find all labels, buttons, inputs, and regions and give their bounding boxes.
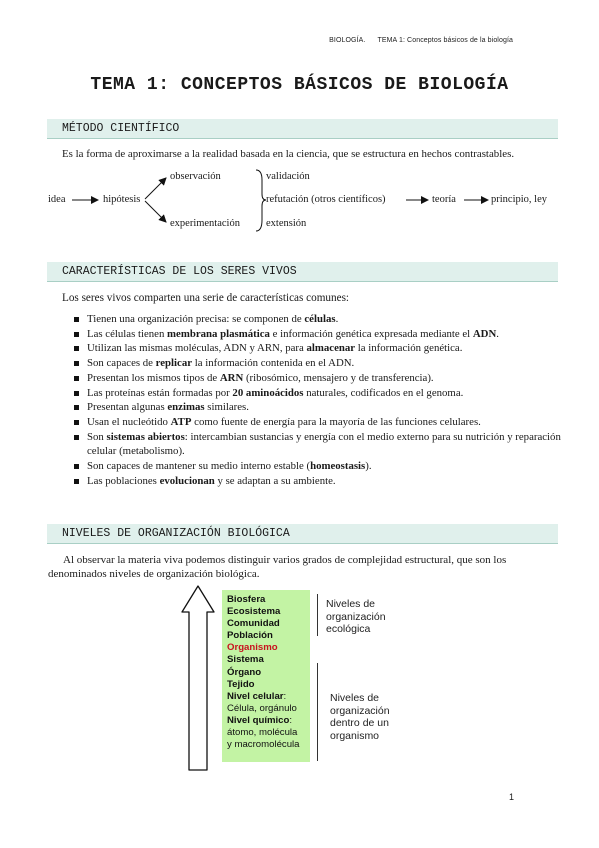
levels-box <box>222 590 310 762</box>
niveles-intro: Al observar la materia viva podemos distinguir varios grados de complejidad estructural, que son los denominados niveles de organización biológica. <box>48 554 507 580</box>
diagram-validacion: validación <box>266 171 310 182</box>
list-item: Son sistemas abiertos: intercambian sustancias y energía con el medio externo para su nutrición y reparación celular (metabolismo). <box>73 430 563 459</box>
list-item: Usan el nucleótido ATP como fuente de energía para la mayoría de las funciones celulares. <box>73 415 563 430</box>
level-comunidad: Comunidad <box>227 618 280 630</box>
up-arrow-icon <box>178 584 218 774</box>
list-item: Las células tienen membrana plasmática e información genética expresada mediante el ADN. <box>73 327 563 342</box>
list-item: Utilizan las mismas moléculas, ADN y ARN, para almacenar la información genética. <box>73 341 563 356</box>
diagram-idea: idea <box>48 194 66 205</box>
list-item: Son capaces de replicar la información contenida en el ADN. <box>73 356 563 371</box>
divider-organismo <box>317 663 318 761</box>
level-organo: Órgano <box>227 666 262 678</box>
header-topic: TEMA 1: Conceptos básicos de la biología <box>377 37 513 44</box>
characteristics-list <box>73 312 563 488</box>
diagram-brace <box>256 170 266 231</box>
list-item: Las poblaciones evolucionan y se adaptan a su ambiente. <box>73 474 563 489</box>
list-item: Tienen una organización precisa: se componen de células. <box>73 312 563 327</box>
page-title: TEMA 1: CONCEPTOS BÁSICOS DE BIOLOGÍA <box>90 75 509 95</box>
caracteristicas-intro: Los seres vivos comparten una serie de características comunes: <box>62 292 350 304</box>
diagram-teoria: teoría <box>432 194 456 205</box>
level-poblacion: Población <box>227 630 273 642</box>
section-heading-niveles: NIVELES DE ORGANIZACIÓN BIOLÓGICA <box>47 524 558 544</box>
list-item: Presentan los mismos tipos de ARN (ribosómico, mensajero y de transferencia). <box>73 371 563 386</box>
metodo-intro: Es la forma de aproximarse a la realidad basada en la ciencia, que se estructura en hechos contrastables. <box>62 148 515 160</box>
diagram-extension: extensión <box>266 218 307 229</box>
level-sistema: Sistema <box>227 654 264 666</box>
diagram-experimentacion: experimentación <box>170 218 240 229</box>
divider-ecologica <box>317 594 318 636</box>
diagram-refutacion: refutación (otros científicos) <box>266 194 386 205</box>
diagram-arrows <box>0 0 599 260</box>
arrow-to-experimentacion <box>145 201 166 222</box>
section-heading-caracteristicas: CARACTERÍSTICAS DE LOS SERES VIVOS <box>47 262 558 282</box>
level-quimico-detail-1: átomo, molécula <box>227 727 298 739</box>
label-organizacion-organismo: Niveles de organización dentro de un organismo <box>330 692 390 742</box>
list-item: Las proteínas están formadas por 20 aminoácidos naturales, codificados en el genoma. <box>73 386 563 401</box>
level-quimico-detail-2: y macromolécula <box>227 739 300 751</box>
list-item: Son capaces de mantener su medio interno estable (homeostasis). <box>73 459 563 474</box>
diagram-principio: principio, ley <box>491 194 547 205</box>
level-tejido: Tejido <box>227 678 255 690</box>
section-heading-metodo: MÉTODO CIENTÍFICO <box>47 119 558 139</box>
level-ecosistema: Ecosistema <box>227 606 281 618</box>
label-organizacion-ecologica: Niveles de organización ecológica <box>326 598 386 635</box>
header-subject: BIOLOGÍA. <box>329 37 366 44</box>
list-item: Presentan algunas enzimas similares. <box>73 400 563 415</box>
level-biosfera: Biosfera <box>227 594 266 605</box>
level-celular-detail: Célula, orgánulo <box>227 702 297 714</box>
level-quimico: Nivel químico: <box>227 714 293 726</box>
level-celular: Nivel celular: <box>227 690 287 702</box>
page-number: 1 <box>509 792 515 802</box>
diagram-observacion: observación <box>170 171 221 182</box>
arrow-to-observacion <box>145 178 166 199</box>
level-organismo: Organismo <box>227 642 278 654</box>
diagram-hipotesis: hipótesis <box>103 194 141 205</box>
